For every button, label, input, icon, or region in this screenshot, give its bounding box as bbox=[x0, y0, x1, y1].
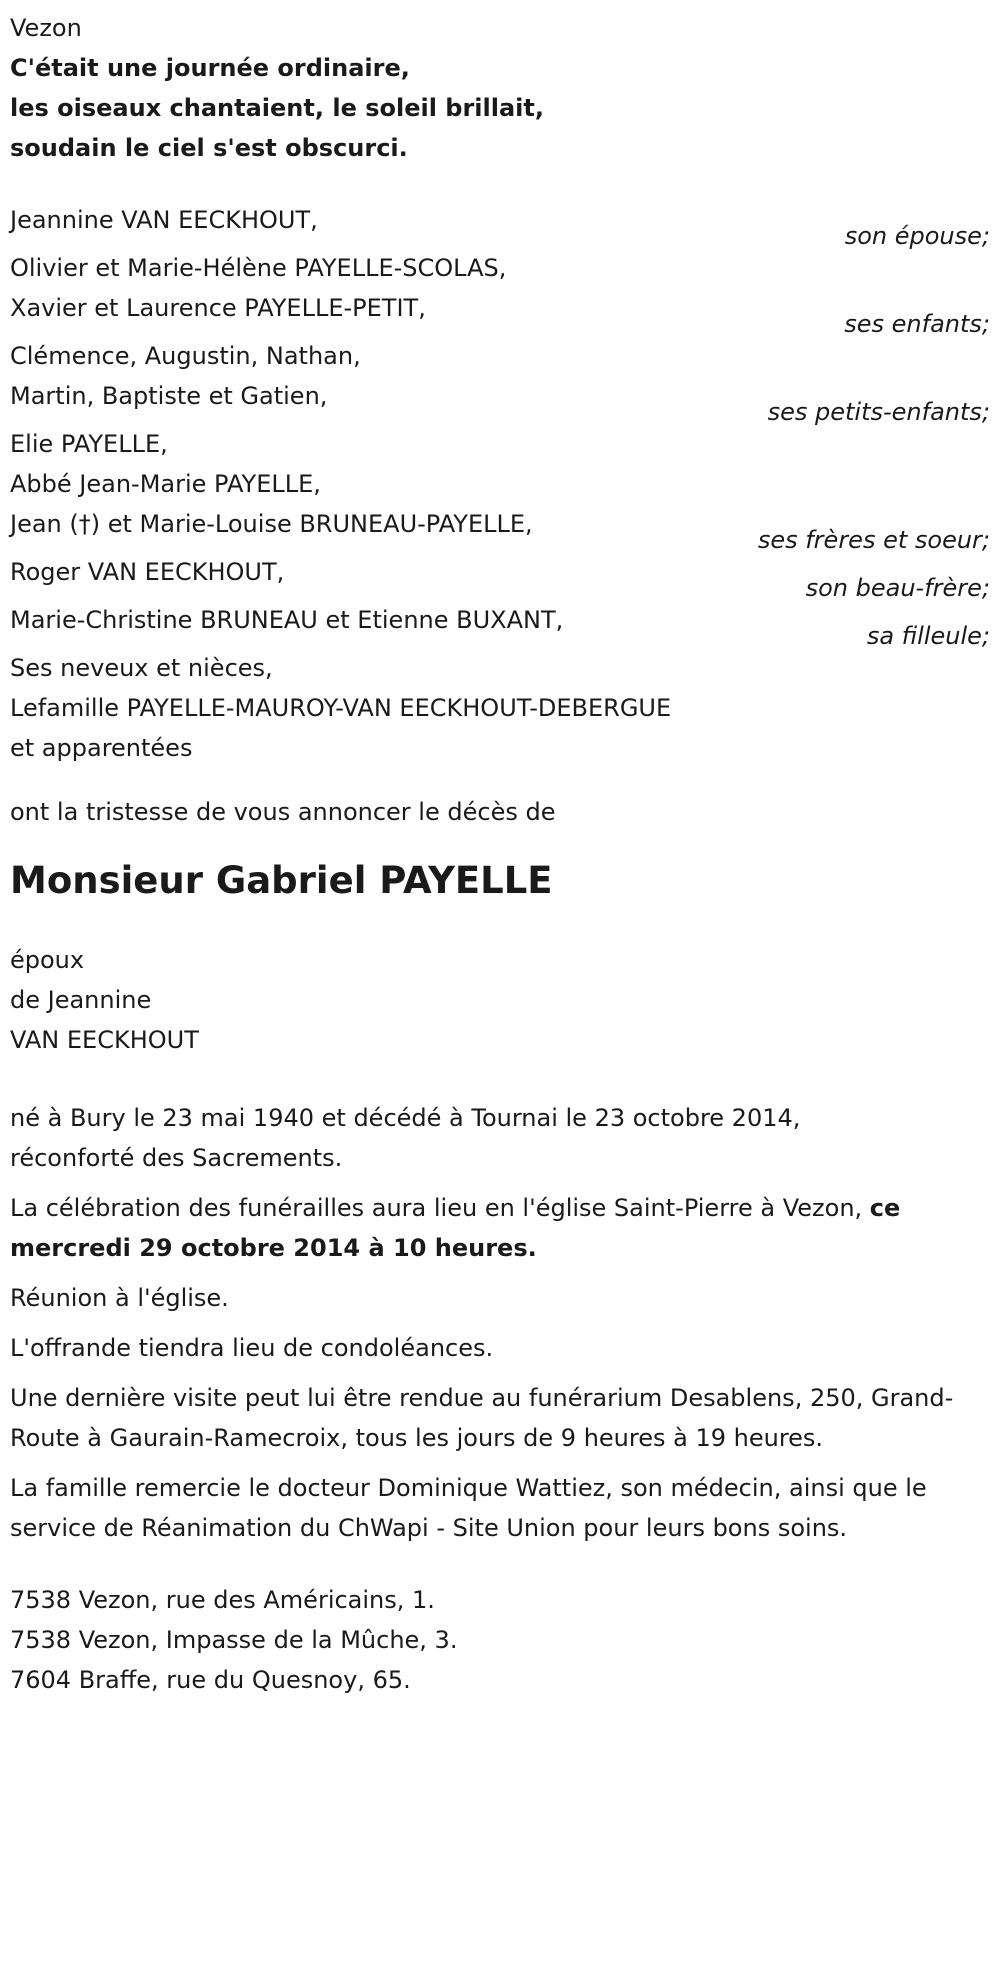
family-group-siblings bbox=[10, 424, 990, 552]
address-line: 7604 Braffe, rue du Quesnoy, 65. bbox=[10, 1666, 411, 1694]
family-group-spouse bbox=[10, 200, 990, 248]
family-name-line: Olivier et Marie-Hélène PAYELLE-SCOLAS, bbox=[10, 254, 507, 282]
family-name-line: Abbé Jean-Marie PAYELLE, bbox=[10, 470, 321, 498]
family-name-line: Marie-Christine BRUNEAU et Etienne BUXANT, bbox=[10, 606, 564, 634]
family-name-line: Elie PAYELLE, bbox=[10, 430, 168, 458]
family-group-children bbox=[10, 248, 990, 336]
family-name-line: Roger VAN EECKHOUT, bbox=[10, 558, 285, 586]
spouse-block bbox=[10, 940, 1000, 1060]
birth-death-line: réconforté des Sacrements. bbox=[10, 1144, 343, 1172]
birth-death-block bbox=[10, 1098, 1000, 1178]
family-name-line: Jean (†) et Marie-Louise BRUNEAU-PAYELLE, bbox=[10, 510, 533, 538]
address-line: 7538 Vezon, rue des Américains, 1. bbox=[10, 1586, 435, 1614]
spouse-line: de Jeannine bbox=[10, 986, 152, 1014]
deceased-name: Monsieur Gabriel PAYELLE bbox=[10, 859, 553, 902]
funeral-text: La célébration des funérailles aura lieu en l'église Saint-Pierre à Vezon, bbox=[10, 1194, 870, 1222]
thanks-paragraph: La famille remercie le docteur Dominique Wattiez, son médecin, ainsi que le service de Réanimation du ChWapi - Site Union pour leurs bons soins. bbox=[10, 1474, 927, 1542]
visit-paragraph: Une dernière visite peut lui être rendue au funérarium Desablens, 250, Grand-Route à Gaurain-Ramecroix, tous les jours de 9 heures à 19 heures. bbox=[10, 1384, 954, 1452]
birth-death-line: né à Bury le 23 mai 1940 et décédé à Tournai le 23 octobre 2014, bbox=[10, 1104, 801, 1132]
town-name: Vezon bbox=[10, 14, 82, 42]
relation-label: son beau-frère; bbox=[805, 574, 990, 602]
extended-family-line: Ses neveux et nièces, bbox=[10, 654, 273, 682]
family-group-grandchildren bbox=[10, 336, 990, 424]
family-group-goddaughter bbox=[10, 600, 990, 648]
family-name-line: Jeannine VAN EECKHOUT, bbox=[10, 206, 318, 234]
poem-line-1: C'était une journée ordinaire, bbox=[10, 54, 410, 82]
relation-label: son épouse; bbox=[844, 222, 990, 250]
family-group-brother-in-law bbox=[10, 552, 990, 600]
spouse-line: VAN EECKHOUT bbox=[10, 1026, 199, 1054]
poem-line-3: soudain le ciel s'est obscurci. bbox=[10, 134, 408, 162]
funeral-datetime: ce mercredi 29 octobre 2014 à 10 heures. bbox=[10, 1194, 901, 1262]
relation-label: ses frères et soeur; bbox=[757, 526, 990, 554]
announcement-text: ont la tristesse de vous annoncer le décès de bbox=[10, 798, 556, 826]
extended-family bbox=[10, 648, 990, 768]
meeting-paragraph: Réunion à l'église. bbox=[10, 1284, 229, 1312]
funeral-paragraph bbox=[10, 1188, 995, 1268]
extended-family-line: et apparentées bbox=[10, 734, 193, 762]
addresses-block bbox=[10, 1580, 1000, 1700]
family-name-line: Xavier et Laurence PAYELLE-PETIT, bbox=[10, 294, 426, 322]
offering-paragraph: L'offrande tiendra lieu de condoléances. bbox=[10, 1334, 494, 1362]
relation-label: sa filleule; bbox=[866, 622, 990, 650]
spouse-line: époux bbox=[10, 946, 85, 974]
address-line: 7538 Vezon, Impasse de la Mûche, 3. bbox=[10, 1626, 458, 1654]
extended-family-line: Lefamille PAYELLE-MAUROY-VAN EECKHOUT-DEBERGUE bbox=[10, 694, 672, 722]
relation-label: ses petits-enfants; bbox=[767, 398, 990, 426]
family-name-line: Martin, Baptiste et Gatien, bbox=[10, 382, 328, 410]
family-name-line: Clémence, Augustin, Nathan, bbox=[10, 342, 361, 370]
relation-label: ses enfants; bbox=[844, 310, 990, 338]
poem-line-2: les oiseaux chantaient, le soleil brillait, bbox=[10, 94, 544, 122]
